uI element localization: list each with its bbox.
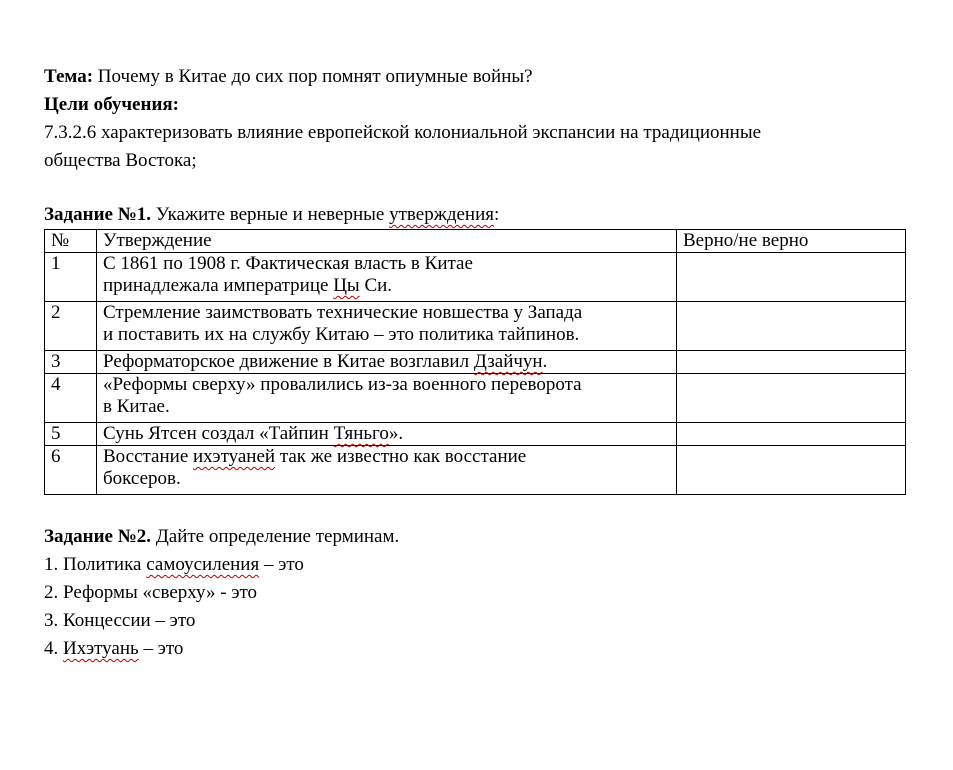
term-item-3: 3. Концессии – это [44, 610, 196, 631]
statements-table [44, 229, 906, 495]
answer-cell[interactable] [677, 374, 906, 423]
topic-line [44, 63, 906, 91]
answer-cell[interactable] [677, 423, 906, 446]
col-header-number: № [45, 230, 97, 253]
table-row [45, 423, 906, 446]
topic-text: Почему в Китае до сих пор помнят опиумные войны? [93, 66, 533, 87]
row-statement: Сунь Ятсен создал «Тайпин Тяньго». [97, 423, 677, 446]
term-item-1: 1. Политика самоусиления – это [44, 554, 304, 575]
row-statement: Восстание ихэтуаней так же известно как восстание боксеров. [97, 446, 677, 495]
topic-label: Тема: [44, 66, 94, 87]
row-statement: Реформаторское движение в Китае возглавил Дзайчун. [97, 351, 677, 374]
table-row [45, 253, 906, 302]
table-row [45, 302, 906, 351]
row-number: 3 [45, 351, 97, 374]
goals-label: Цели обучения: [44, 94, 179, 115]
goal-line-2: общества Востока; [44, 150, 197, 171]
term-item-4: 4. Ихэтуань – это [44, 638, 184, 659]
table-header-row [45, 230, 906, 253]
row-statement: С 1861 по 1908 г. Фактическая власть в Китае принадлежала императрице Цы Си. [97, 253, 677, 302]
row-number: 5 [45, 423, 97, 446]
task2-heading: Задание №2. Дайте определение терминам. [44, 526, 400, 547]
table-row [45, 351, 906, 374]
col-header-statement: Утверждение [97, 230, 677, 253]
answer-cell[interactable] [677, 351, 906, 374]
col-header-answer: Верно/не верно [677, 230, 906, 253]
table-row [45, 446, 906, 495]
row-number: 1 [45, 253, 97, 302]
row-number: 4 [45, 374, 97, 423]
row-number: 6 [45, 446, 97, 495]
answer-cell[interactable] [677, 302, 906, 351]
task2-label: Задание №2. [44, 526, 152, 547]
answer-cell[interactable] [677, 446, 906, 495]
task1-label: Задание №1. [44, 204, 152, 225]
row-statement: Стремление заимствовать технические новшества у Запада и поставить их на службу Китаю – это политика тайпинов. [97, 302, 677, 351]
term-item-2: 2. Реформы «сверху» - это [44, 582, 258, 603]
goal-line-1: 7.3.2.6 характеризовать влияние европейской колониальной экспансии на традиционные [44, 122, 762, 143]
document-page [44, 63, 906, 663]
table-row [45, 374, 906, 423]
answer-cell[interactable] [677, 253, 906, 302]
row-number: 2 [45, 302, 97, 351]
row-statement: «Реформы сверху» провалились из-за военного переворота в Китае. [97, 374, 677, 423]
task1-heading: Задание №1. Укажите верные и неверные утверждения: [44, 204, 500, 225]
